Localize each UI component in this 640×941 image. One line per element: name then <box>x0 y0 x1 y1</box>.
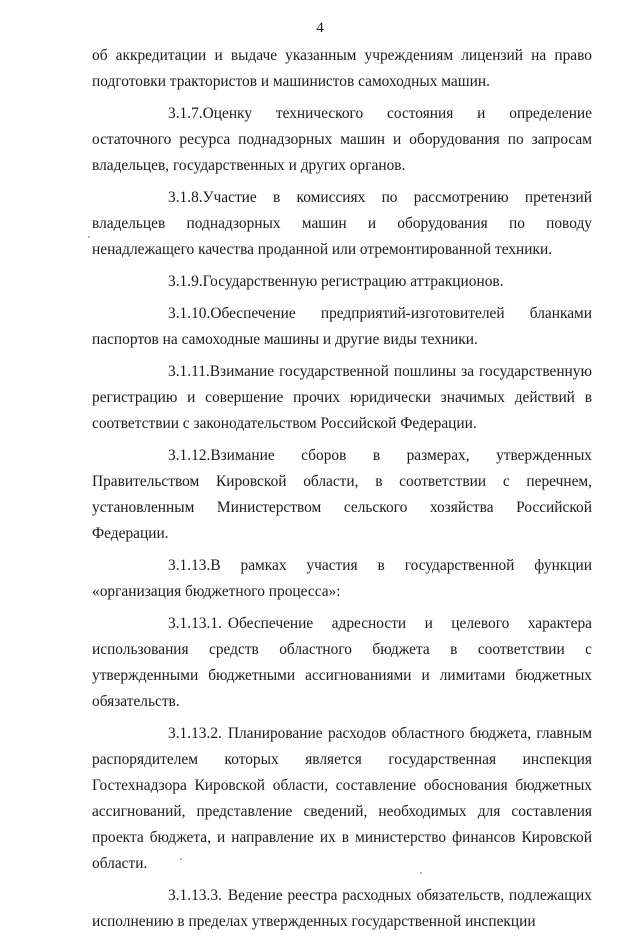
scan-speck <box>180 858 182 860</box>
paragraph-text: В рамках участия в государственной функции «организация бюджетного процесса»: <box>92 557 592 600</box>
clause-number: 3.1.8. <box>168 189 203 206</box>
scan-speck <box>88 236 90 238</box>
paragraph-3-1-7 <box>92 101 592 179</box>
paragraph-text: Взимание сборов в размерах, утвержденных Правительством Кировской области, в соответствии с перечнем, установленным Министерством сельского хозяйства Российской Федерации. <box>92 447 592 542</box>
paragraph-continued <box>92 43 592 95</box>
paragraph-3-1-13 <box>92 553 592 605</box>
paragraph-3-1-8 <box>92 185 592 263</box>
clause-number: 3.1.13.1. <box>168 615 222 632</box>
paragraph-3-1-12 <box>92 443 592 547</box>
document-body <box>92 43 592 941</box>
paragraph-3-1-13-1 <box>92 611 592 715</box>
paragraph-3-1-11 <box>92 359 592 437</box>
paragraph-3-1-10 <box>92 301 592 353</box>
clause-number: 3.1.13. <box>168 557 211 574</box>
clause-number: 3.1.13.2. <box>168 725 222 742</box>
paragraph-text: Обеспечение адресности и целевого характера использования средств областного бюджета в соответствии с утвержденными бюджетными ассигнованиями и лимитами бюджетных обязательств. <box>92 615 592 710</box>
paragraph-3-1-13-3 <box>92 883 592 935</box>
paragraph-text: Ведение реестра расходных обязательств, подлежащих исполнению в пределах утвержденных государственной инспекции <box>92 887 592 930</box>
paragraph-3-1-9 <box>92 269 592 295</box>
paragraph-text: Планирование расходов областного бюджета, главным распорядителем которых является государственная инспекция Гостехнадзора Кировской области, составление обоснования бюджетных ассигнований, представление сведений, необходимых для составления проекта бюджета, и направление их в министерство финансов Кировской области. <box>92 725 592 872</box>
paragraph-text: Взимание государственной пошлины за государственную регистрацию и совершение прочих юридически значимых действий в соответствии с законодательством Российской Федерации. <box>92 363 592 432</box>
paragraph-text: Обеспечение предприятий-изготовителей бланками паспортов на самоходные машины и другие виды техники. <box>92 305 592 348</box>
paragraph-text: Государственную регистрацию аттракционов. <box>202 273 504 290</box>
paragraph-text: Оценку технического состояния и определение остаточного ресурса поднадзорных машин и оборудования по запросам владельцев, государственных и других органов. <box>92 105 592 174</box>
clause-number: 3.1.7. <box>168 105 203 122</box>
page-number: 4 <box>316 20 324 36</box>
paragraph-3-1-13-2 <box>92 721 592 877</box>
clause-number: 3.1.13.3. <box>168 887 222 904</box>
scan-speck <box>420 872 422 874</box>
clause-number: 3.1.12. <box>168 447 211 464</box>
clause-number: 3.1.11. <box>168 363 210 380</box>
paragraph-text: Участие в комиссиях по рассмотрению претензий владельцев поднадзорных машин и оборудования по поводу ненадлежащего качества проданной или отремонтированной техники. <box>92 189 592 258</box>
paragraph-text: об аккредитации и выдаче указанным учреждениям лицензий на право подготовки трактористов и машинистов самоходных машин. <box>92 47 592 90</box>
clause-number: 3.1.9. <box>168 273 203 290</box>
clause-number: 3.1.10. <box>168 305 211 322</box>
